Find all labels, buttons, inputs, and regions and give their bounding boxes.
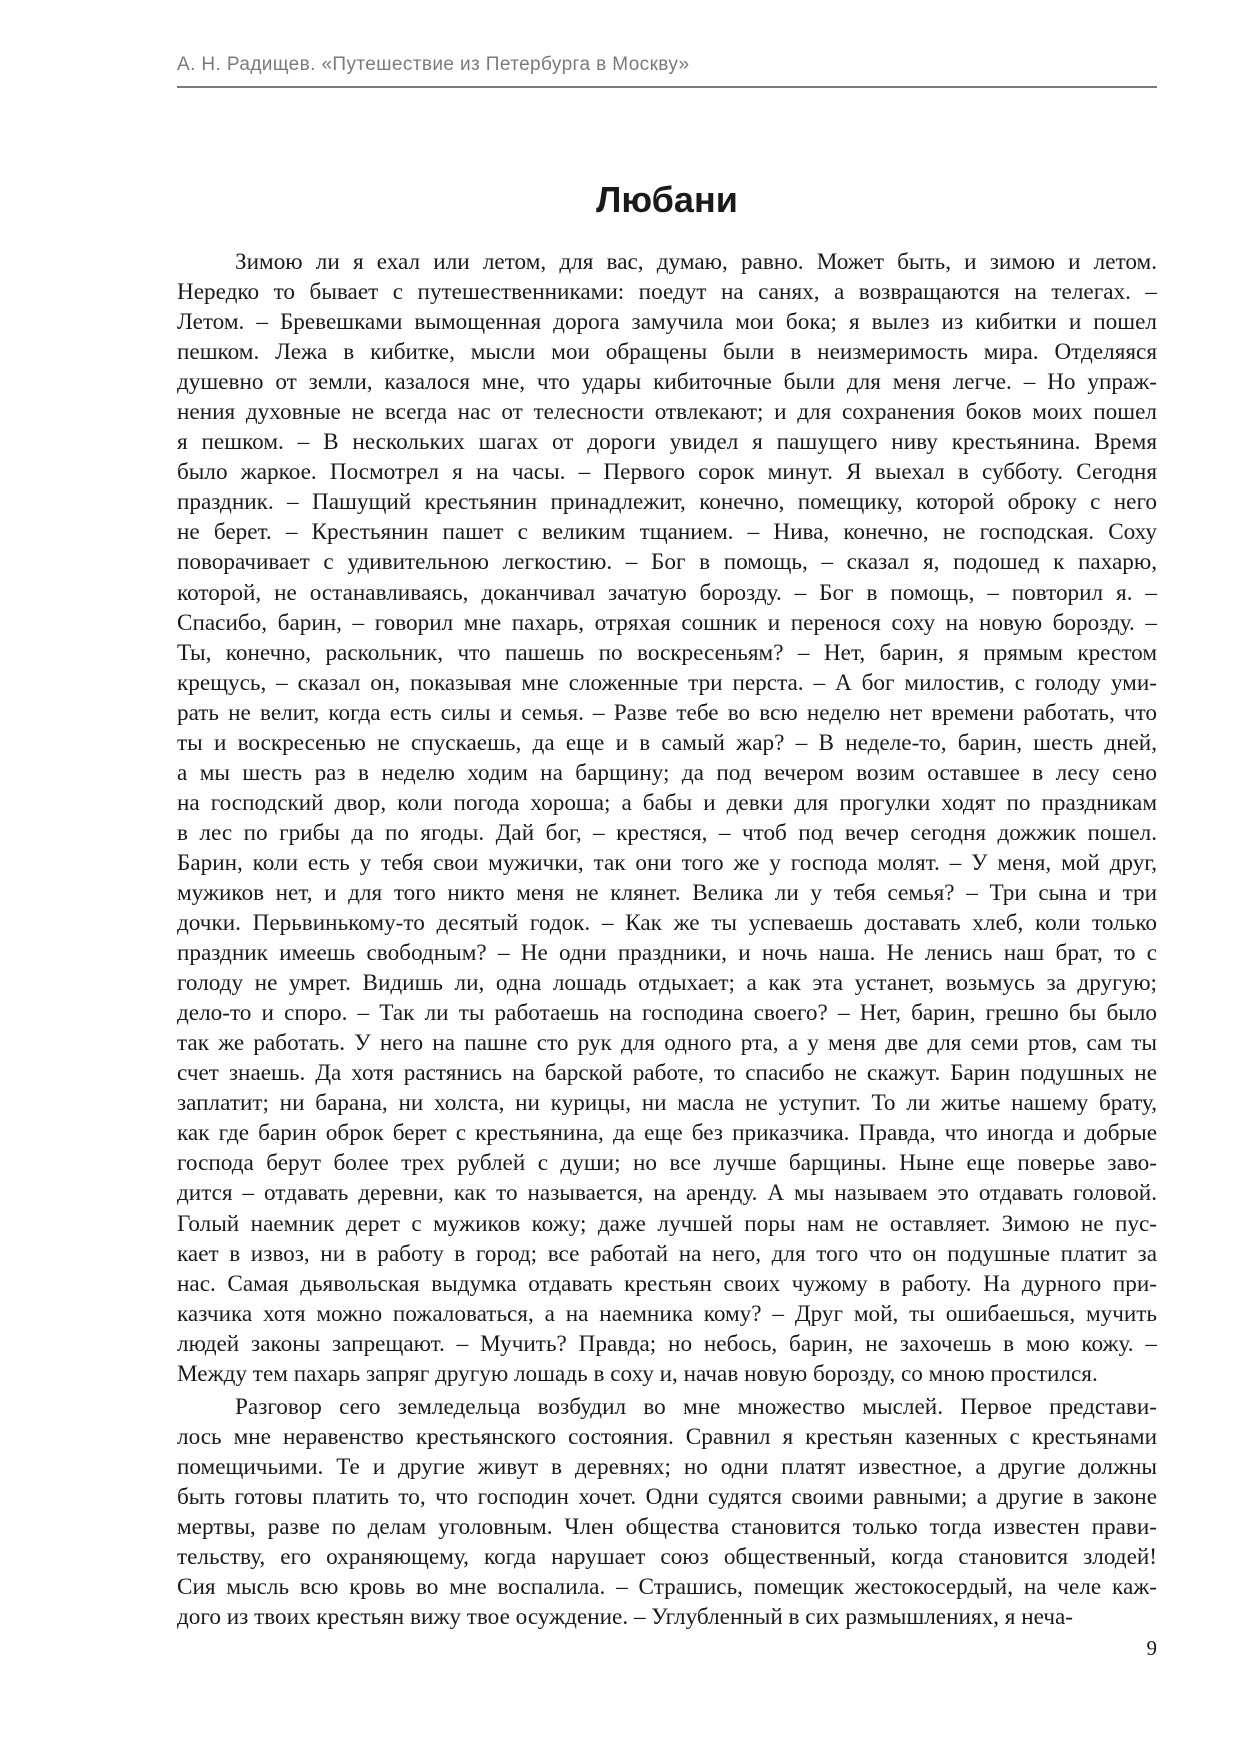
text-line: людей законы запрещают. – Мучить? Правда; но небось, барин, не захочешь в мою кожу. – <box>177 1330 1157 1357</box>
text-line: казчика хотя можно пожаловаться, а на наемника кому? – Друг мой, ты ошибаешься, мучить <box>177 1300 1157 1327</box>
running-header: А. Н. Радищев. «Путешествие из Петербурга в Москву» <box>177 54 690 75</box>
text-line: голоду не умрет. Видишь ли, одна лошадь отдыхает; а как эта устанет, возьмусь за другую; <box>177 970 1157 997</box>
text-line: Летом. – Бревешками вымощенная дорога замучила мои бока; я вылез из кибитки и пошел <box>177 309 1157 336</box>
text-line: нас. Самая дьявольская выдумка отдавать крестьян своих чужому в работу. На дурного при- <box>177 1270 1157 1297</box>
text-line: дого из твоих крестьян вижу твое осуждение. – Углубленный в сих размышлениях, я неча- <box>177 1604 1074 1631</box>
chapter-title: Любани <box>596 179 738 220</box>
text-line: тельству, его охраняющему, когда нарушает союз общественный, когда становится злодей! <box>177 1544 1157 1571</box>
text-line: праздник. – Пашущий крестьянин принадлежит, конечно, помещику, которой оброку с него <box>177 489 1157 516</box>
text-line: не берет. – Крестьянин пашет с великим тщанием. – Нива, конечно, не господская. Соху <box>177 519 1157 546</box>
text-line: Барин, коли есть у тебя свои мужички, так они того же у господа молят. – У меня, мой друг, <box>177 849 1157 876</box>
body-text <box>177 247 1157 1632</box>
text-line: мужиков нет, и для того никто меня не клянет. Велика ли у тебя семья? – Три сына и три <box>177 879 1157 906</box>
text-line: дочки. Перьвинькому-то десятый годок. – Как же ты успеваешь доставать хлеб, коли только <box>177 910 1157 937</box>
text-line: мертвы, разве по делам уголовным. Член общества становится только тогда известен прави- <box>177 1513 1157 1540</box>
text-line: быть готовы платить то, что господин хочет. Одни судятся своими равными; а другие в законе <box>177 1483 1157 1510</box>
text-line: помещичьими. Те и другие живут в деревнях; но одни платят известное, а другие должны <box>177 1453 1157 1480</box>
text-line: так же работать. У него на пашне сто рук для одного рта, а у меня две для семи ртов, сам ты <box>177 1030 1157 1057</box>
text-line: ты и воскресенью не спускаешь, да еще и в самый жар? – В неделе-то, барин, шесть дней, <box>177 729 1157 756</box>
text-line: Зимою ли я ехал или летом, для вас, думаю, равно. Может быть, и зимою и летом. <box>235 249 1157 275</box>
text-line: кает в извоз, ни в работу в город; все работай на него, для того что он подушные платит за <box>177 1240 1157 1267</box>
text-line: а мы шесть раз в неделю ходим на барщину; да под вечером возим оставшее в лесу сено <box>177 759 1157 786</box>
text-line: Нередко то бывает с путешественниками: поедут на санях, а возвращаются на телегах. – <box>177 279 1157 306</box>
text-line: Сия мысль всю кровь во мне воспалила. – Страшись, помещик жестокосердый, на челе каж- <box>177 1574 1157 1601</box>
text-line: на господский двор, коли погода хороша; а бабы и девки для прогулки ходят по праздникам <box>177 789 1157 816</box>
text-line: праздник имеешь свободным? – Не одни праздники, и ночь наша. Не ленись наш брат, то с <box>177 940 1157 967</box>
text-line: пешком. Лежа в кибитке, мысли мои обращены были в неизмеримость мира. Отделяяся <box>177 339 1157 366</box>
text-line: дится – отдавать деревни, как то называется, на аренду. А мы называем это отдавать головой. <box>177 1180 1157 1207</box>
text-line: Голый наемник дерет с мужиков кожу; даже лучшей поры нам не оставляет. Зимою не пус- <box>177 1210 1157 1237</box>
text-line: лось мне неравенство крестьянского состояния. Сравнил я крестьян казенных с крестьянами <box>177 1423 1157 1450</box>
text-line: рать не велит, когда есть силы и семья. – Разве тебе во всю неделю нет времени работать, что <box>177 699 1157 726</box>
paragraph <box>177 247 1157 1389</box>
text-line: душевно от земли, казалося мне, что удары кибиточные были для меня легче. – Но упраж- <box>177 369 1157 396</box>
paragraph <box>177 1392 1157 1632</box>
text-line: господа берут более трех рублей с души; но все лучше барщины. Ныне еще поверье заво- <box>177 1150 1157 1177</box>
text-line: счет знаешь. Да хотя растянись на барской работе, то спасибо не скажут. Барин подушных не <box>177 1060 1157 1087</box>
header-divider <box>177 86 1157 88</box>
text-line: в лес по грибы да по ягоды. Дай бог, – крестяся, – чтоб под вечер сегодня дожжик пошел. <box>177 819 1157 846</box>
text-line: поворачивает с удивительною легкостию. – Бог в помощь, – сказал я, подошед к пахарю, <box>177 549 1157 576</box>
text-line: было жаркое. Посмотрел я на часы. – Первого сорок минут. Я выехал в субботу. Сегодня <box>177 459 1157 486</box>
text-line: как где барин оброк берет с крестьянина, да еще без приказчика. Правда, что иногда и добрые <box>177 1120 1157 1147</box>
text-line: Ты, конечно, раскольник, что пашешь по воскресеньям? – Нет, барин, я прямым крестом <box>177 639 1157 666</box>
text-line: Спасибо, барин, – говорил мне пахарь, отряхая сошник и перенося соху на новую борозду. – <box>177 609 1157 636</box>
text-line: которой, не останавливаясь, доканчивал зачатую борозду. – Бог в помощь, – повторил я. – <box>177 579 1157 606</box>
page-number: 9 <box>1146 1636 1157 1660</box>
text-line: я пешком. – В нескольких шагах от дороги увидел я пашущего ниву крестьянина. Время <box>177 429 1157 456</box>
text-line: заплатит; ни барана, ни холста, ни курицы, ни масла не уступит. То ли житье нашему брату, <box>177 1090 1157 1117</box>
text-line: Между тем пахарь запряг другую лошадь в соху и, начав новую борозду, со мною простился. <box>177 1360 1098 1387</box>
text-line: нения духовные не всегда нас от телесности отвлекают; и для сохранения боков моих пошел <box>177 399 1157 426</box>
text-line: Разговор сего земледельца возбудил во мне множество мыслей. Первое представи- <box>235 1393 1157 1420</box>
text-line: дело-то и споро. – Так ли ты работаешь на господина своего? – Нет, барин, грешно бы было <box>177 1000 1157 1027</box>
text-line: крещусь, – сказал он, показывая мне сложенные три перста. – А бог милостив, с голоду уми- <box>177 669 1157 696</box>
